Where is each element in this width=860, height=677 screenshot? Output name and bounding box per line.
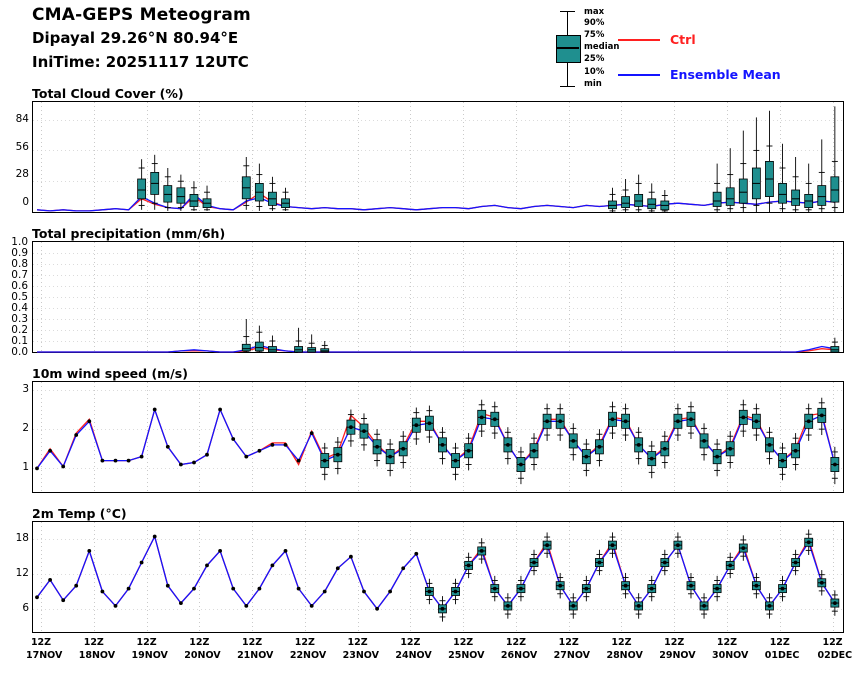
xtick-date-4: 21NOV bbox=[237, 650, 274, 661]
ytick-temp-6: 6 bbox=[22, 601, 29, 614]
ytick-precip-0.5: 0.5 bbox=[11, 291, 28, 303]
xtick-hour-6: 12Z bbox=[347, 637, 368, 648]
ytick-cloud-56: 56 bbox=[15, 141, 29, 153]
panel-title-temp: 2m Temp (°C) bbox=[32, 506, 127, 521]
xtick-date-9: 26NOV bbox=[500, 650, 538, 661]
xtick-hour-4: 12Z bbox=[242, 637, 263, 648]
xtick-hour-12: 12Z bbox=[664, 637, 685, 648]
xtick-date-14: 01DEC bbox=[764, 650, 800, 661]
xtick-date-10: 27NOV bbox=[553, 650, 591, 661]
ytick-wind-2: 2 bbox=[22, 422, 29, 435]
legend-box-label-max: max bbox=[584, 7, 605, 17]
legend-box-label-min: min bbox=[584, 79, 602, 89]
legend-box-label-90: 90% bbox=[584, 18, 605, 28]
ytick-temp-18: 18 bbox=[15, 532, 29, 545]
xtick-hour-7: 12Z bbox=[400, 637, 421, 648]
init-time: IniTime: 20251117 12UTC bbox=[32, 53, 249, 71]
xtick-hour-13: 12Z bbox=[716, 637, 738, 648]
xtick-hour-3: 12Z bbox=[189, 637, 210, 648]
xtick-date-8: 25NOV bbox=[448, 650, 485, 661]
ytick-precip-1: 1.0 bbox=[11, 236, 28, 248]
legend-box-label-25: 25% bbox=[584, 54, 605, 64]
legend-box-label-75: 75% bbox=[584, 30, 605, 40]
xtick-hour-14: 12Z bbox=[769, 637, 790, 648]
xtick-hour-5: 12Z bbox=[294, 637, 315, 648]
xtick-date-3: 20NOV bbox=[184, 650, 221, 661]
ytick-wind-3: 3 bbox=[22, 382, 29, 395]
ytick-precip-0.8: 0.8 bbox=[11, 258, 28, 270]
xtick-date-5: 22NOV bbox=[289, 650, 327, 661]
xtick-date-6: 23NOV bbox=[342, 650, 379, 661]
xtick-hour-9: 12Z bbox=[505, 637, 526, 648]
xtick-date-0: 17NOV bbox=[26, 650, 63, 661]
ytick-precip-0.6: 0.6 bbox=[11, 280, 28, 292]
page-title: CMA-GEPS Meteogram bbox=[32, 5, 251, 25]
ytick-precip-0: 0.0 bbox=[11, 346, 28, 358]
ytick-precip-0.1: 0.1 bbox=[11, 335, 28, 347]
xtick-hour-0: 12Z bbox=[30, 637, 52, 648]
xtick-date-12: 29NOV bbox=[659, 650, 696, 661]
xtick-date-2: 19NOV bbox=[131, 650, 168, 661]
ytick-precip-0.2: 0.2 bbox=[11, 324, 28, 336]
xtick-date-15: 02DEC bbox=[817, 650, 853, 661]
ytick-precip-0.7: 0.7 bbox=[11, 269, 28, 281]
legend-label-ensemble-mean: Ensemble Mean bbox=[670, 67, 781, 82]
xtick-hour-15: 12Z bbox=[822, 637, 843, 648]
ytick-precip-0.9: 0.9 bbox=[11, 247, 28, 259]
xtick-hour-8: 12Z bbox=[453, 637, 474, 648]
ytick-temp-12: 12 bbox=[15, 567, 29, 580]
xtick-hour-1: 12Z bbox=[83, 637, 104, 648]
xtick-date-1: 18NOV bbox=[78, 650, 116, 661]
ytick-wind-1: 1 bbox=[22, 461, 29, 474]
legend-box-label-10: 10% bbox=[584, 67, 605, 77]
station-location: Dipayal 29.26°N 80.94°E bbox=[32, 29, 239, 47]
panel-title-cloud-cover: Total Cloud Cover (%) bbox=[32, 86, 184, 101]
xtick-date-11: 28NOV bbox=[606, 650, 643, 661]
xtick-hour-10: 12Z bbox=[558, 637, 579, 648]
ytick-precip-0.4: 0.4 bbox=[11, 302, 28, 314]
ytick-precip-0.3: 0.3 bbox=[11, 313, 28, 325]
ytick-cloud-0: 0 bbox=[22, 196, 29, 208]
xtick-date-13: 30NOV bbox=[711, 650, 749, 661]
panel-title-wind: 10m wind speed (m/s) bbox=[32, 366, 188, 381]
legend-label-ctrl: Ctrl bbox=[670, 32, 696, 47]
xtick-date-7: 24NOV bbox=[395, 650, 432, 661]
ytick-cloud-28: 28 bbox=[15, 168, 29, 180]
legend-box-label-median: median bbox=[584, 42, 620, 52]
xtick-hour-2: 12Z bbox=[136, 637, 157, 648]
ytick-cloud-84: 84 bbox=[15, 113, 29, 125]
panel-title-precip: Total precipitation (mm/6h) bbox=[32, 226, 226, 241]
xtick-hour-11: 12Z bbox=[611, 637, 632, 648]
